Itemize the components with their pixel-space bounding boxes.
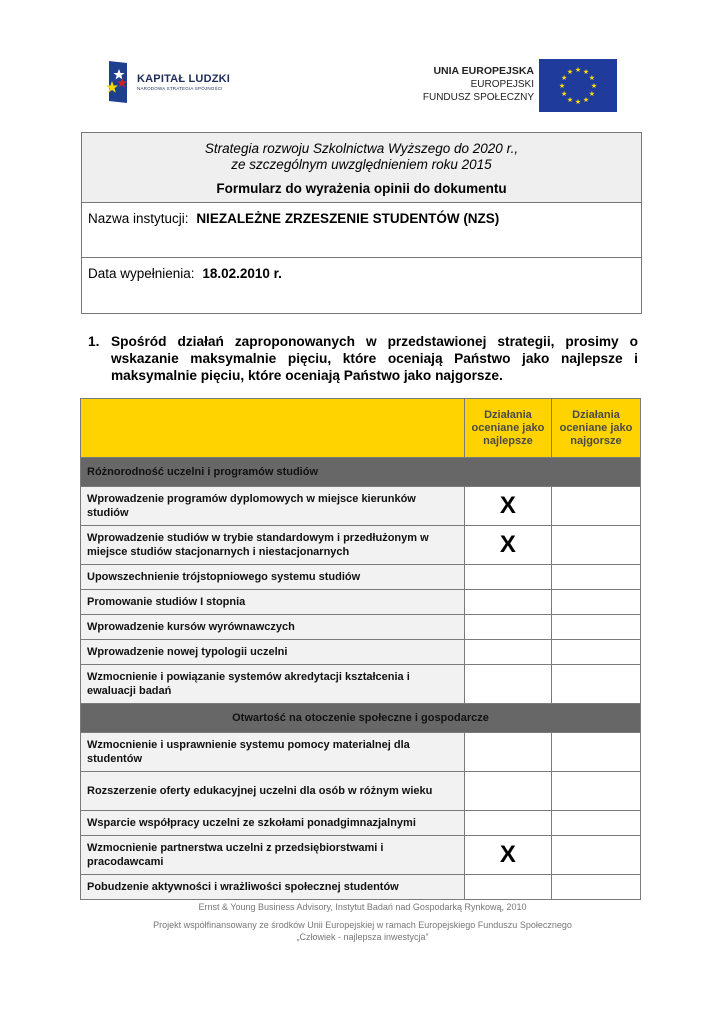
document-subtitle-line2: ze szczególnym uwzględnieniem roku 2015 xyxy=(231,157,492,172)
worst-mark-cell[interactable] xyxy=(551,875,640,900)
eu-flag-icon xyxy=(539,59,617,112)
table-row xyxy=(81,526,641,565)
best-mark-cell[interactable] xyxy=(464,811,551,836)
table-row xyxy=(81,875,641,900)
eu-star-icon: ★ xyxy=(561,75,568,82)
eu-star-icon: ★ xyxy=(574,99,582,106)
table-row xyxy=(81,836,641,875)
footer-slogan: „Człowiek - najlepsza inwestycja” xyxy=(296,932,429,942)
action-label: Promowanie studiów I stopnia xyxy=(81,590,465,615)
form-header xyxy=(81,132,642,314)
date-row xyxy=(82,258,641,313)
kapital-ludzki-subtitle: NARODOWA STRATEGIA SPÓJNOŚCI xyxy=(137,86,223,91)
date-label: Data wypełnienia: xyxy=(88,266,195,281)
table-row xyxy=(81,640,641,665)
table-row xyxy=(81,590,641,615)
table-row xyxy=(81,615,641,640)
date-value: 18.02.2010 r. xyxy=(202,266,282,281)
table-row xyxy=(81,811,641,836)
column-header-worst: Działania oceniane jako najgorsze xyxy=(551,399,640,458)
worst-mark-cell[interactable] xyxy=(551,640,640,665)
action-label: Upowszechnienie trójstopniowego systemu studiów xyxy=(81,565,465,590)
worst-mark-cell[interactable] xyxy=(551,487,640,526)
kapital-ludzki-title: KAPITAŁ LUDZKI xyxy=(137,73,231,85)
eu-logo-line1: UNIA EUROPEJSKA xyxy=(433,65,534,77)
institution-label: Nazwa instytucji: xyxy=(88,211,189,226)
worst-mark-cell[interactable] xyxy=(551,733,640,772)
action-label: Wzmocnienie partnerstwa uczelni z przedsiębiorstwami i pracodawcami xyxy=(81,836,465,875)
document-subtitle-line1: Strategia rozwoju Szkolnictwa Wyższego do 2020 r., xyxy=(204,141,519,156)
category-row xyxy=(81,704,641,733)
footer-credits: Ernst & Young Business Advisory, Instytut Badań nad Gospodarką Rynkową, 2010 xyxy=(198,902,527,912)
question-number: 1. xyxy=(88,334,100,349)
best-mark-cell[interactable] xyxy=(464,733,551,772)
worst-mark-cell[interactable] xyxy=(551,526,640,565)
action-label: Wzmocnienie i usprawnienie systemu pomocy materialnej dla studentów xyxy=(81,733,465,772)
table-row xyxy=(81,733,641,772)
action-label: Rozszerzenie oferty edukacyjnej uczelni dla osób w różnym wieku xyxy=(81,772,465,811)
institution-row xyxy=(82,203,641,258)
category-row xyxy=(81,458,641,487)
best-mark-cell[interactable] xyxy=(464,772,551,811)
eu-star-icon: ★ xyxy=(566,96,574,104)
worst-mark-cell[interactable] xyxy=(551,590,640,615)
best-mark-cell[interactable]: X xyxy=(464,487,551,526)
best-mark-cell[interactable] xyxy=(464,590,551,615)
column-header-best: Działania oceniane jako najlepsze xyxy=(464,399,551,458)
action-label: Wprowadzenie programów dyplomowych w miejsce kierunków studiów xyxy=(81,487,465,526)
action-label: Wzmocnienie i powiązanie systemów akredytacji kształcenia i ewaluacji badań xyxy=(81,665,465,704)
eu-star-icon: ★ xyxy=(588,91,595,98)
best-mark-cell[interactable] xyxy=(464,665,551,704)
eu-star-icon: ★ xyxy=(566,69,574,77)
best-mark-cell[interactable]: X xyxy=(464,836,551,875)
question-1 xyxy=(88,333,638,384)
form-title: Formularz do wyrażenia opinii do dokumentu xyxy=(216,181,507,196)
evaluation-table xyxy=(80,398,641,900)
table-row xyxy=(81,772,641,811)
best-mark-cell[interactable]: X xyxy=(464,526,551,565)
best-mark-cell[interactable] xyxy=(464,565,551,590)
eu-star-icon: ★ xyxy=(574,67,582,74)
table-row xyxy=(81,665,641,704)
worst-mark-cell[interactable] xyxy=(551,665,640,704)
eu-logo-line2: EUROPEJSKI xyxy=(470,79,534,90)
best-mark-cell[interactable] xyxy=(464,640,551,665)
best-mark-cell[interactable] xyxy=(464,875,551,900)
action-label: Wprowadzenie kursów wyrównawczych xyxy=(81,615,465,640)
worst-mark-cell[interactable] xyxy=(551,615,640,640)
question-text: Spośród działań zaproponowanych w przedstawionej strategii, prosimy o wskazanie maksymalnie pięciu, które oceniają Państwo jako najlepsze i maksymalnie pięciu, które oceniają Państwo jako najgorsze. xyxy=(111,334,638,383)
eu-star-icon: ★ xyxy=(582,69,590,77)
worst-mark-cell[interactable] xyxy=(551,811,640,836)
action-label: Wsparcie współpracy uczelni ze szkołami ponadgimnazjalnymi xyxy=(81,811,465,836)
footer-funding xyxy=(0,919,725,943)
eu-logo xyxy=(402,42,634,128)
table-header-empty xyxy=(81,399,465,458)
category-title: Otwartość na otoczenie społeczne i gospodarcze xyxy=(81,704,641,733)
action-label: Wprowadzenie nowej typologii uczelni xyxy=(81,640,465,665)
kapital-ludzki-flag-icon xyxy=(105,61,127,103)
worst-mark-cell[interactable] xyxy=(551,772,640,811)
footer-funding-line: Projekt współfinansowany ze środków Unii Europejskiej w ramach Europejskiego Funduszu Społecznego xyxy=(153,920,572,930)
eu-star-icon: ★ xyxy=(561,91,568,98)
eu-star-icon: ★ xyxy=(582,96,590,104)
best-mark-cell[interactable] xyxy=(464,615,551,640)
worst-mark-cell[interactable] xyxy=(551,836,640,875)
category-title: Różnorodność uczelni i programów studiów xyxy=(81,458,641,487)
kapital-ludzki-logo xyxy=(105,60,245,104)
eu-star-icon: ★ xyxy=(588,75,595,82)
eu-logo-line3: FUNDUSZ SPOŁECZNY xyxy=(422,92,534,103)
action-label: Pobudzenie aktywności i wrażliwości społecznej studentów xyxy=(81,875,465,900)
table-row xyxy=(81,565,641,590)
eu-star-icon: ★ xyxy=(590,83,598,90)
worst-mark-cell[interactable] xyxy=(551,565,640,590)
eu-star-icon: ★ xyxy=(558,83,566,90)
action-label: Wprowadzenie studiów w trybie standardowym i przedłużonym w miejsce studiów stacjonarnych i niestacjonarnych xyxy=(81,526,465,565)
institution-value: NIEZALEŻNE ZRZESZENIE STUDENTÓW (NZS) xyxy=(196,211,500,226)
table-header-row xyxy=(81,399,641,458)
table-row xyxy=(81,487,641,526)
